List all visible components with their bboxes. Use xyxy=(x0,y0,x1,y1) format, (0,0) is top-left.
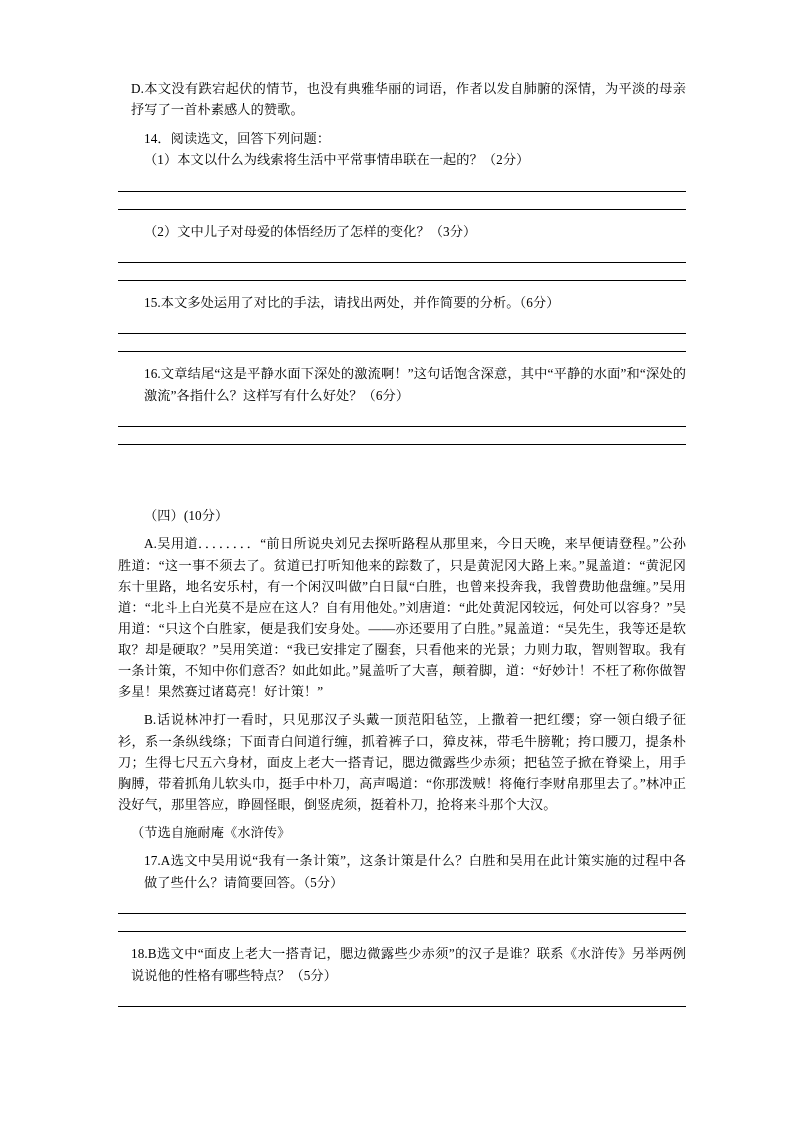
question-14-sub-2: （2）文中儿子对母爱的体悟经历了怎样的变化？（3分） xyxy=(144,223,477,239)
answer-option-d: D.本文没有跌宕起伏的情节，也没有典雅华丽的词语，作者以发自肺腑的深情，为平淡的母亲抒写了一首朴素感人的赞歌。 xyxy=(131,81,686,118)
answer-line xyxy=(118,1006,686,1007)
question-14-stem: 14．阅读选文，回答下列问题： xyxy=(144,130,331,146)
section-four-title: （四）(10分） xyxy=(144,508,229,523)
question-14-sub-1: （1）本文以什么为线索将生活中平常事情串联在一起的？（2分） xyxy=(144,152,530,168)
answer-line xyxy=(118,209,686,210)
answer-line xyxy=(118,426,686,427)
question-18: 18.B选文中“面皮上老大一搭青记，腮边微露些少赤须”的汉子是谁？联系《水浒传》另举两例说说他的性格有哪些特点？（5分） xyxy=(131,946,686,983)
answer-line xyxy=(118,333,686,334)
section-spacer xyxy=(118,445,686,505)
answer-line xyxy=(118,191,686,192)
question-15: 15.本文多处运用了对比的手法，请找出两处，并作简要的分析。（6分） xyxy=(144,294,560,310)
answer-line xyxy=(118,351,686,352)
answer-line xyxy=(118,913,686,914)
question-17: 17.A选文中吴用说“我有一条计策”，这条计策是什么？白胜和吴用在此计策实施的过程中各做了些什么？请简要回答。（5分） xyxy=(144,853,686,890)
excerpt-b: B.话说林冲打一看时，只见那汉子头戴一顶范阳毡笠，上撒着一把红缨；穿一领白缎子征衫，系一条纵线绦；下面青白间道行缠，抓着裤子口，獐皮袜，带毛牛膀靴；挎口腰刀，提条朴刀；生得七尺五六身材，面皮上老大一搭青记，腮边微露些少赤须；把毡笠子掀在脊梁上，用手胸膊，带着抓角儿软头巾，挺手中朴刀，高声喝道：“你那泼贼！将俺行李财帛那里去了。”林冲正没好气，那里答应，睁圆怪眼，倒竖虎须，挺着朴刀，抢将来斗那个大汉。 xyxy=(118,712,686,812)
answer-line xyxy=(118,931,686,932)
excerpt-source: （节选自施耐庵《水浒传》 xyxy=(131,825,291,840)
question-16: 16.文章结尾“这是平静水面下深处的激流啊！”这句话饱含深意，其中“平静的水面”和“深处的激流”各指什么？这样写有什么好处？（6分） xyxy=(144,366,686,403)
excerpt-a: A.吴用道．．．．．．．．“前日所说央刘兄去探听路程从那里来，今日天晚，来早便请登程。”公孙胜道：“这一事不须去了。贫道已打听知他来的踪数了，只是黄泥冈大路上来。”晁盖道：“黄泥冈东十里路，地名安乐村，有一个闲汉叫做”白日鼠“白胜，也曾来投奔我，我曾费助他盘缠。”吴用道：“北斗上白光莫不是应在这人？自有用他处。”刘唐道：“此处黄泥冈较远，何处可以容身？”吴用道：“只这个白胜家，便是我们安身处。——亦还要用了白胜。”晁盖道：“吴先生，我等还是软取？却是硬取？”吴用笑道：“我已安排定了圈套，只看他来的光景；力则力取，智则智取。我有一条计策，不知中你们意否？如此如此。”晁盖听了大喜，颠着脚，道：“好妙计！不枉了称你做智多星！果然赛过诸葛亮！好计策！” xyxy=(118,536,686,700)
answer-line xyxy=(118,280,686,281)
answer-line xyxy=(118,262,686,263)
